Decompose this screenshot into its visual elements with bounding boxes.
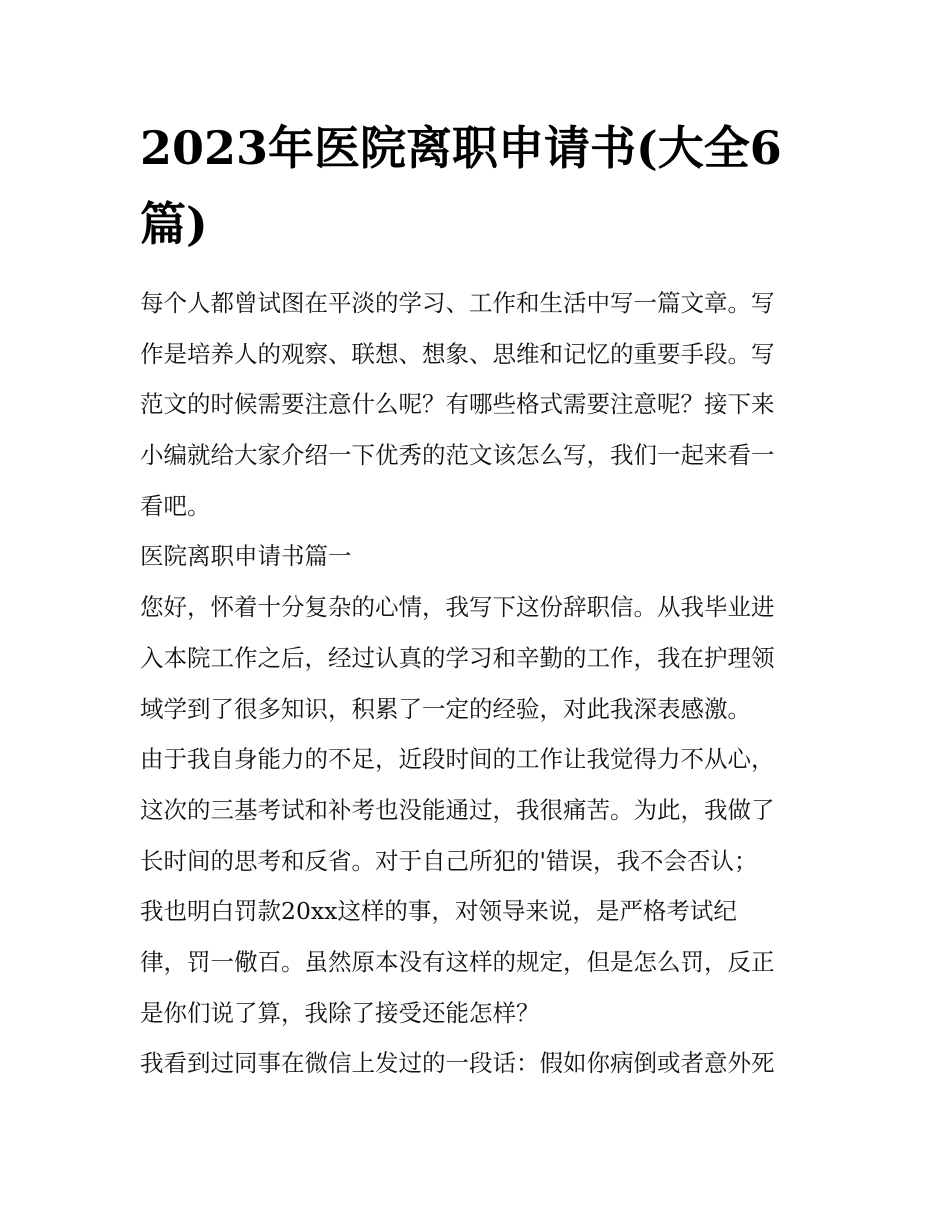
section-heading: 医院离职申请书篇一 (140, 542, 352, 571)
paragraph-line: 范文的时候需要注意什么呢？有哪些格式需要注意呢？接下来 (140, 390, 775, 419)
paragraph-line: 是你们说了算，我除了接受还能怎样？ (140, 998, 540, 1027)
document-title: 2023年医院离职申请书(大全6篇) (140, 121, 782, 251)
paragraph-line: 域学到了很多知识，积累了一定的经验，对此我深表感激。 (140, 694, 751, 723)
paragraph-line: 作是培养人的观察、联想、想象、思维和记忆的重要手段。写 (140, 339, 775, 368)
paragraph-line: 我也明白罚款20xx这样的事，对领导来说，是严格考试纪 (140, 897, 737, 926)
paragraph-line: 由于我自身能力的不足，近段时间的工作让我觉得力不从心， (140, 745, 775, 774)
document-body (140, 278, 812, 1089)
paragraph-line: 小编就给大家介绍一下优秀的范文该怎么写，我们一起来看一 (140, 441, 775, 470)
paragraph-line: 我看到过同事在微信上发过的一段话：假如你病倒或者意外死 (140, 1049, 775, 1078)
paragraph-line: 看吧。 (140, 491, 211, 520)
paragraph-line: 长时间的思考和反省。对于自己所犯的'错误，我不会否认； (140, 846, 758, 875)
paragraph-line: 入本院工作之后，经过认真的学习和辛勤的工作，我在护理领 (140, 643, 775, 672)
paragraph-line: 每个人都曾试图在平淡的学习、工作和生活中写一篇文章。写 (140, 289, 775, 317)
paragraph-line: 这次的三基考试和补考也没能通过，我很痛苦。为此，我做了 (140, 795, 775, 824)
paragraph-line: 您好，怀着十分复杂的心情，我写下这份辞职信。从我毕业进 (140, 593, 775, 622)
paragraph-line: 律，罚一儆百。虽然原本没有这样的规定，但是怎么罚，反正 (140, 947, 775, 976)
